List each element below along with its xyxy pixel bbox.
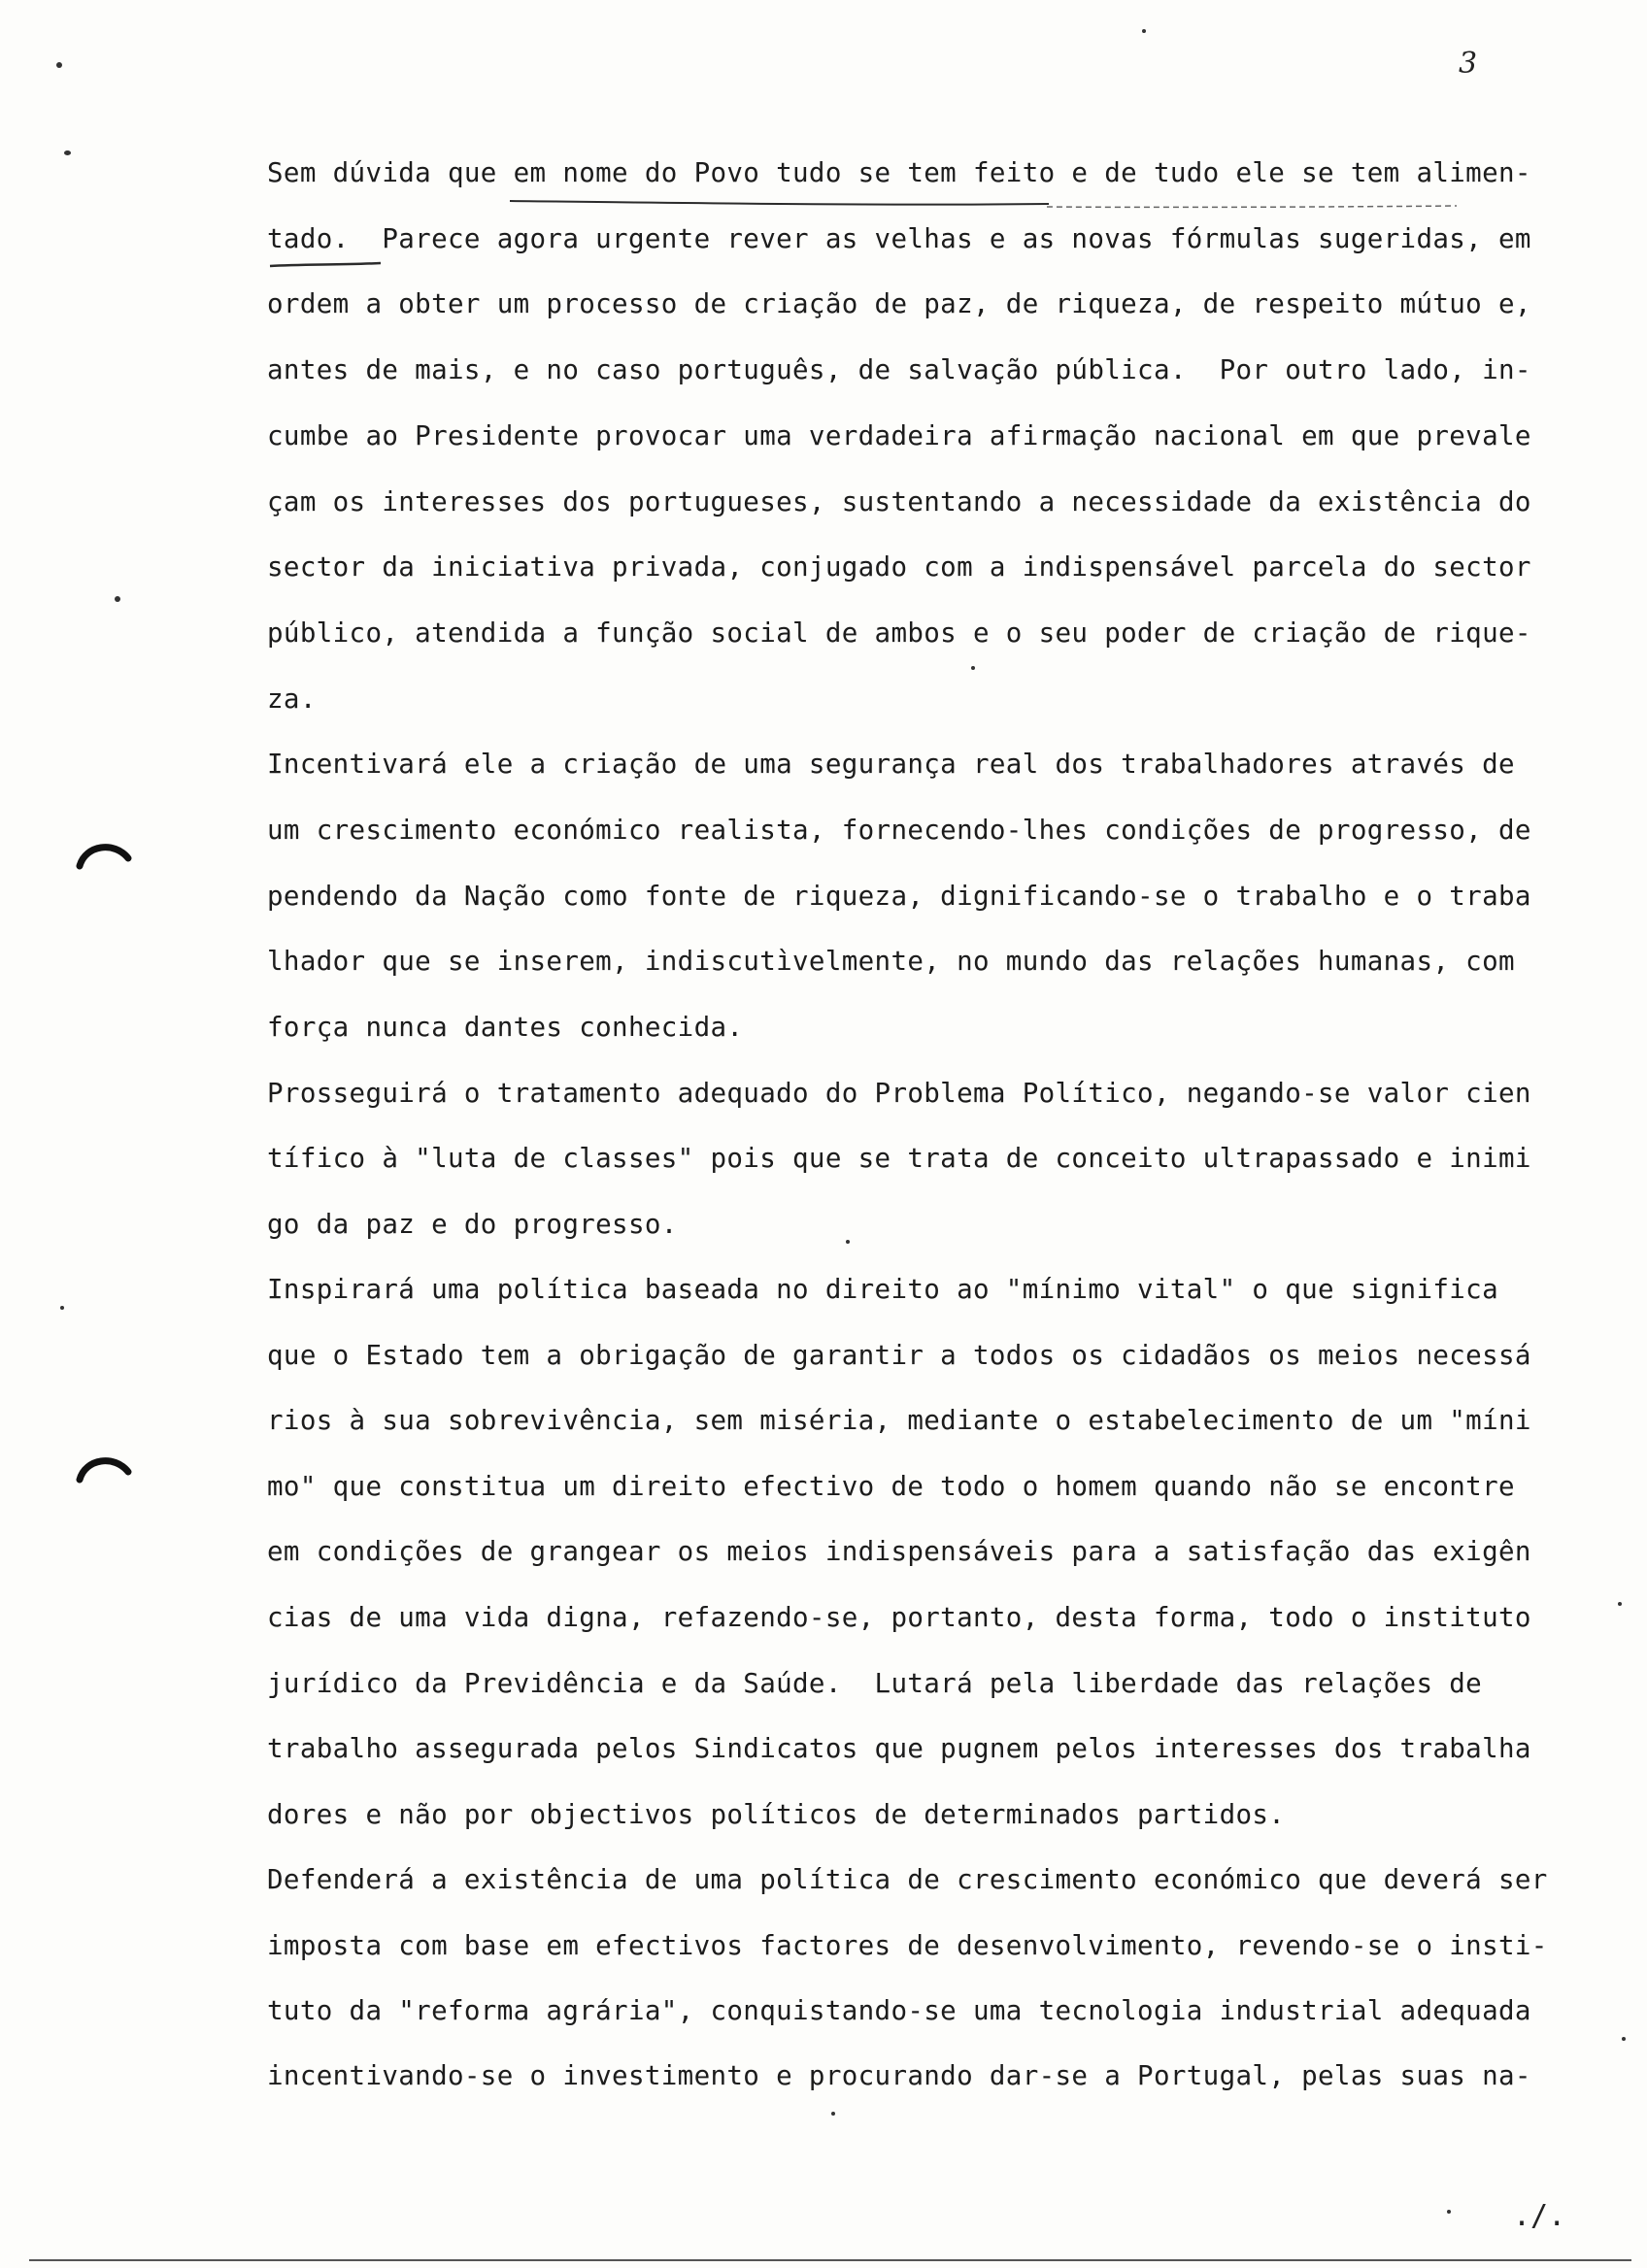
text-line: çam os interesses dos portugueses, sustentando a necessidade da existência do — [267, 486, 1531, 517]
punch-hole-mark — [76, 1451, 132, 1484]
punch-hole-mark — [76, 837, 132, 870]
text-line: lhador que se inserem, indiscutìvelmente, no mundo das relações humanas, com — [267, 946, 1515, 977]
underline-mark — [270, 263, 381, 266]
text-line: Incentivará ele a criação de uma segurança real dos trabalhadores através de — [267, 749, 1515, 780]
text-line: jurídico da Previdência e da Saúde. Lutará pela liberdade das relações de — [267, 1668, 1483, 1699]
scan-speck — [1622, 2037, 1626, 2041]
text-line: público, atendida a função social de ambos e o seu poder de criação de rique- — [267, 617, 1531, 649]
text-line: go da paz e do progresso. — [267, 1209, 678, 1240]
text-line: que o Estado tem a obrigação de garantir a todos os cidadãos os meios necessá — [267, 1340, 1531, 1371]
text-line: cias de uma vida digna, refazendo-se, portanto, desta forma, todo o instituto — [267, 1602, 1531, 1633]
scan-speck — [971, 666, 975, 670]
scan-speck — [1447, 2210, 1451, 2214]
underline-mark — [1047, 206, 1457, 207]
text-line: trabalho assegurada pelos Sindicatos que pugnem pelos interesses dos trabalha — [267, 1733, 1531, 1764]
scan-speck — [1618, 1602, 1622, 1606]
continuation-mark: ./. — [1513, 2199, 1566, 2233]
scan-speck — [831, 2112, 835, 2116]
text-line: za. — [267, 684, 317, 715]
text-line: imposta com base em efectivos factores de desenvolvimento, revendo-se o insti- — [267, 1930, 1548, 1961]
text-line: em condições de grangear os meios indispensáveis para a satisfação das exigên — [267, 1536, 1531, 1567]
text-line: tado. Parece agora urgente rever as velhas e as novas fórmulas sugeridas, em — [267, 223, 1531, 254]
scan-speck — [64, 150, 71, 155]
page-number: 3 — [1459, 47, 1478, 81]
text-line: antes de mais, e no caso português, de salvação pública. Por outro lado, in- — [267, 354, 1531, 385]
text-line: Inspirará uma política baseada no direito ao "mínimo vital" o que significa — [267, 1274, 1498, 1305]
text-line: rios à sua sobrevivência, sem miséria, mediante o estabelecimento de um "míni — [267, 1405, 1531, 1436]
text-line: dores e não por objectivos políticos de determinados partidos. — [267, 1799, 1286, 1830]
text-line: incentivando-se o investimento e procurando dar-se a Portugal, pelas suas na- — [267, 2060, 1531, 2091]
scan-speck — [56, 62, 62, 68]
text-line: tífico à "luta de classes" pois que se trata de conceito ultrapassado e inimi — [267, 1143, 1531, 1174]
text-line: ordem a obter um processo de criação de paz, de riqueza, de respeito mútuo e, — [267, 288, 1531, 319]
text-line: cumbe ao Presidente provocar uma verdadeira afirmação nacional em que prevale — [267, 420, 1531, 451]
text-line: Sem dúvida que em nome do Povo tudo se tem feito e de tudo ele se tem alimen- — [267, 157, 1531, 188]
text-line: um crescimento económico realista, fornecendo-lhes condições de progresso, de — [267, 815, 1531, 846]
text-line: mo" que constitua um direito efectivo de todo o homem quando não se encontre — [267, 1471, 1515, 1502]
text-line: sector da iniciativa privada, conjugado com a indispensável parcela do sector — [267, 551, 1531, 583]
scan-speck — [115, 596, 120, 602]
text-line: tuto da "reforma agrária", conquistando-se uma tecnologia industrial adequada — [267, 1995, 1531, 2026]
scan-speck — [846, 1240, 850, 1244]
bottom-edge-line — [29, 2259, 1631, 2261]
text-line: força nunca dantes conhecida. — [267, 1012, 744, 1043]
scan-speck — [1142, 29, 1146, 33]
text-line: Prosseguirá o tratamento adequado do Problema Político, negando-se valor cien — [267, 1078, 1531, 1109]
text-line: Defenderá a existência de uma política de crescimento económico que deverá ser — [267, 1864, 1548, 1895]
scan-speck — [60, 1306, 64, 1310]
underline-mark — [510, 201, 1049, 205]
text-line: pendendo da Nação como fonte de riqueza, dignificando-se o trabalho e o traba — [267, 881, 1531, 912]
